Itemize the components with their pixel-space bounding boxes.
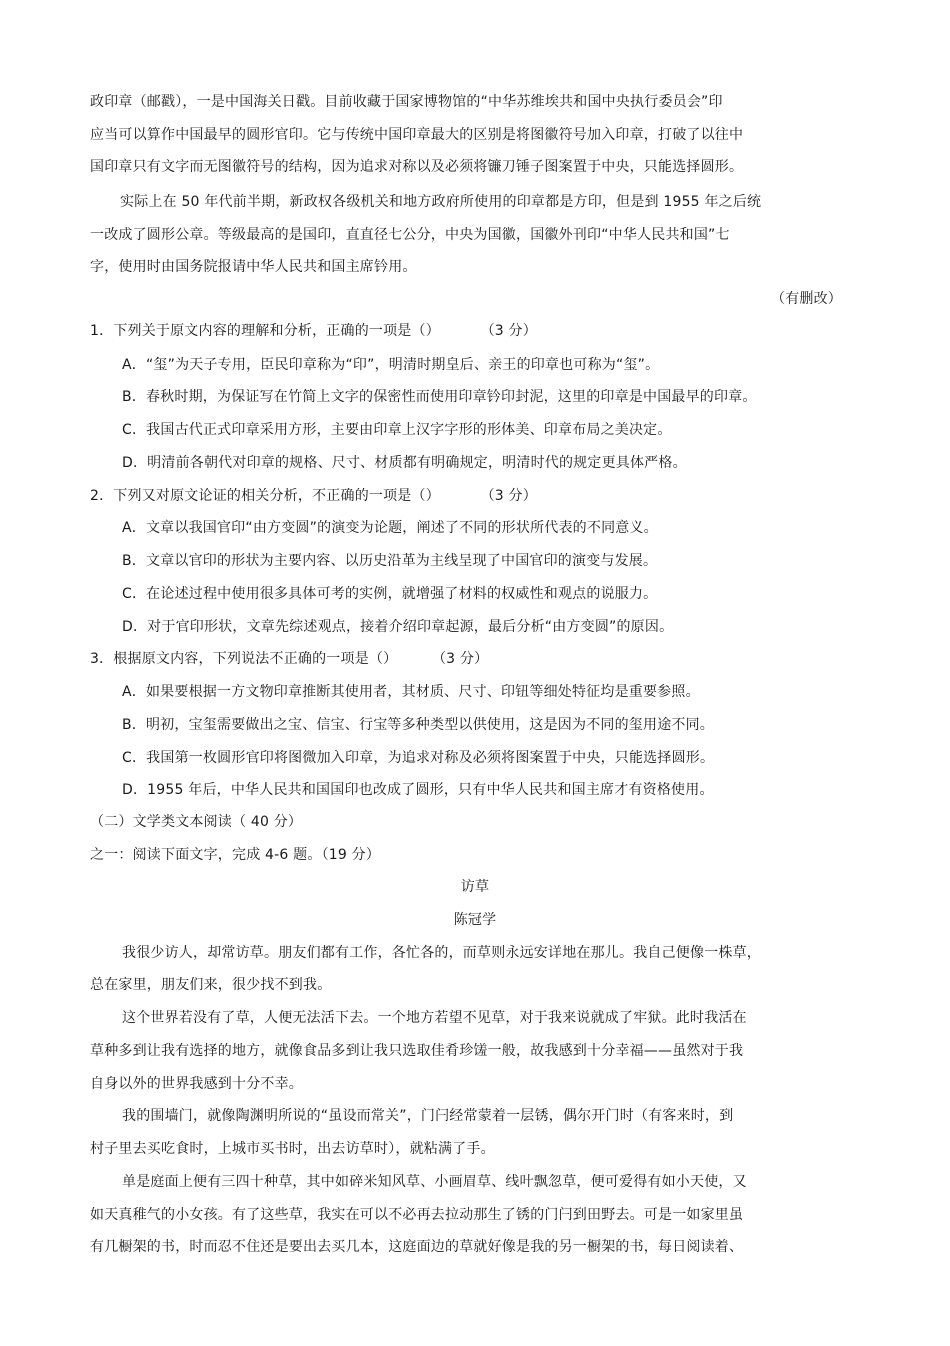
section-instruction: 之一：阅读下面文字，完成 4-6 题。（19 分） (90, 847, 381, 863)
essay-line-10: 有几橱架的书，时而忍不住还是要出去买几本，这庭面边的草就好像是我的另一橱架的书，每日阅读着、 (90, 1239, 744, 1255)
question-1-option-a: A．“玺”为天子专用，臣民印章称为“印”，明清时期皇后、亲王的印章也可称为“玺”。 (122, 357, 660, 373)
passage1-line-2: 应当可以算作中国最早的圆形官印。它与传统中国印章最大的区别是将图徽符号加入印章，打破了以往中 (90, 127, 744, 143)
essay-title: 访草 (460, 879, 490, 895)
essay-line-4: 草种多到让我有选择的地方，就像食品多到让我只选取佳肴珍馐一般，故我感到十分幸福——虽然对于我 (90, 1043, 744, 1059)
question-score: （3 分） (480, 323, 537, 339)
question-2-option-a: A．文章以我国官印“由方变圆”的演变为论题，阐述了不同的形状所代表的不同意义。 (122, 520, 658, 536)
question-1-option-b: B．春秋时期，为保证写在竹简上文字的保密性而使用印章钤印封泥，这里的印章是中国最早的印章。 (122, 389, 757, 405)
essay-line-2: 总在家里，朋友们来，很少找不到我。 (90, 977, 332, 993)
question-stem-text: 1．下列关于原文内容的理解和分析，正确的一项是（） (90, 323, 440, 339)
essay-line-8: 单是庭面上便有三四十种草，其中如碎米知风草、小画眉草、线叶飘忽草，便可爱得有如小天使，又 (122, 1174, 747, 1190)
question-score: （3 分） (431, 651, 489, 667)
question-3-option-c: C．我国第一枚圆形官印将图微加入印章，为追求对称及必须将图案置于中央，只能选择圆形。 (122, 750, 715, 766)
question-stem-text: 3．根据原文内容，下列说法不正确的一项是（） (90, 651, 398, 667)
passage1-line-3: 国印章只有文字而无图徽符号的结构，因为追求对称以及必须将镰刀锤子图案置于中央，只能选择圆形。 (90, 159, 744, 175)
question-2-option-b: B．文章以官印的形状为主要内容、以历史沿革为主线呈现了中国官印的演变与发展。 (122, 553, 658, 569)
question-score: （3 分） (480, 488, 537, 504)
source-note: （有删改） (771, 291, 842, 307)
essay-line-3: 这个世界若没有了草，人便无法活下去。一个地方若望不见草，对于我来说就成了牢狱。此时我活在 (122, 1010, 747, 1026)
question-1-stem (90, 322, 537, 340)
passage1-line-6: 字，使用时由国务院报请中华人民共和国主席钤用。 (90, 259, 417, 275)
question-3-option-b: B．明初，宝玺需要做出之宝、信宝、行宝等多种类型以供使用，这是因为不同的玺用途不同。 (122, 717, 715, 733)
passage1-line-1: 政印章（邮戳），一是中国海关日戳。目前收藏于国家博物馆的“中华苏维埃共和国中央执行委员会”印 (90, 94, 723, 110)
essay-author: 陈冠学 (453, 912, 497, 928)
passage1-line-4: 实际上在 50 年代前半期，新政权各级机关和地方政府所使用的印章都是方印，但是到 1955 年之后统 (120, 194, 762, 210)
essay-line-5: 自身以外的世界我感到十分不幸。 (90, 1076, 303, 1092)
passage1-line-5: 一改成了圆形公章。等级最高的是国印，直直径七公分，中央为国徽，国徽外刊印“中华人民共和国”七 (90, 227, 730, 243)
question-1-option-d: D．明清前各朝代对印章的规格、尺寸、材质都有明确规定，明清时代的规定更具体严格。 (122, 455, 687, 471)
essay-line-7: 村子里去买吃食时，上城市买书时，出去访草时），就粘满了手。 (90, 1141, 495, 1157)
question-2-option-d: D．对于官印形状，文章先综述观点，接着介绍印章起源，最后分析“由方变圆”的原因。 (122, 619, 674, 635)
essay-line-6: 我的围墙门，就像陶渊明所说的“虽设而常关”，门闩经常蒙着一层锈，偶尔开门时（有客来时，到 (122, 1108, 734, 1124)
essay-line-1: 我很少访人，却常访草。朋友们都有工作，各忙各的，而草则永远安详地在那儿。我自己便像一株草， (122, 945, 761, 961)
question-1-option-c: C．我国古代正式印章采用方形，主要由印章上汉字字形的形体美、印章布局之美决定。 (122, 422, 672, 438)
question-2-option-c: C．在论述过程中使用很多具体可考的实例，就增强了材料的权威性和观点的说服力。 (122, 586, 658, 602)
essay-line-9: 如天真稚气的小女孩。有了这些草，我实在可以不必再去拉动那生了锈的门闩到田野去。可是一如家里虽 (90, 1207, 744, 1223)
question-2-stem (90, 487, 537, 505)
question-3-option-d: D．1955 年后，中华人民共和国国印也改成了圆形，只有中华人民共和国主席才有资格使用。 (122, 782, 714, 798)
section-heading: （二）文学类文本阅读（ 40 分） (90, 814, 303, 830)
question-stem-text: 2．下列又对原文论证的相关分析，不正确的一项是（） (90, 488, 440, 504)
question-3-stem (90, 650, 488, 668)
question-3-option-a: A．如果要根据一方文物印章推断其使用者，其材质、尺寸、印钮等细处特征均是重要参照。 (122, 684, 700, 700)
